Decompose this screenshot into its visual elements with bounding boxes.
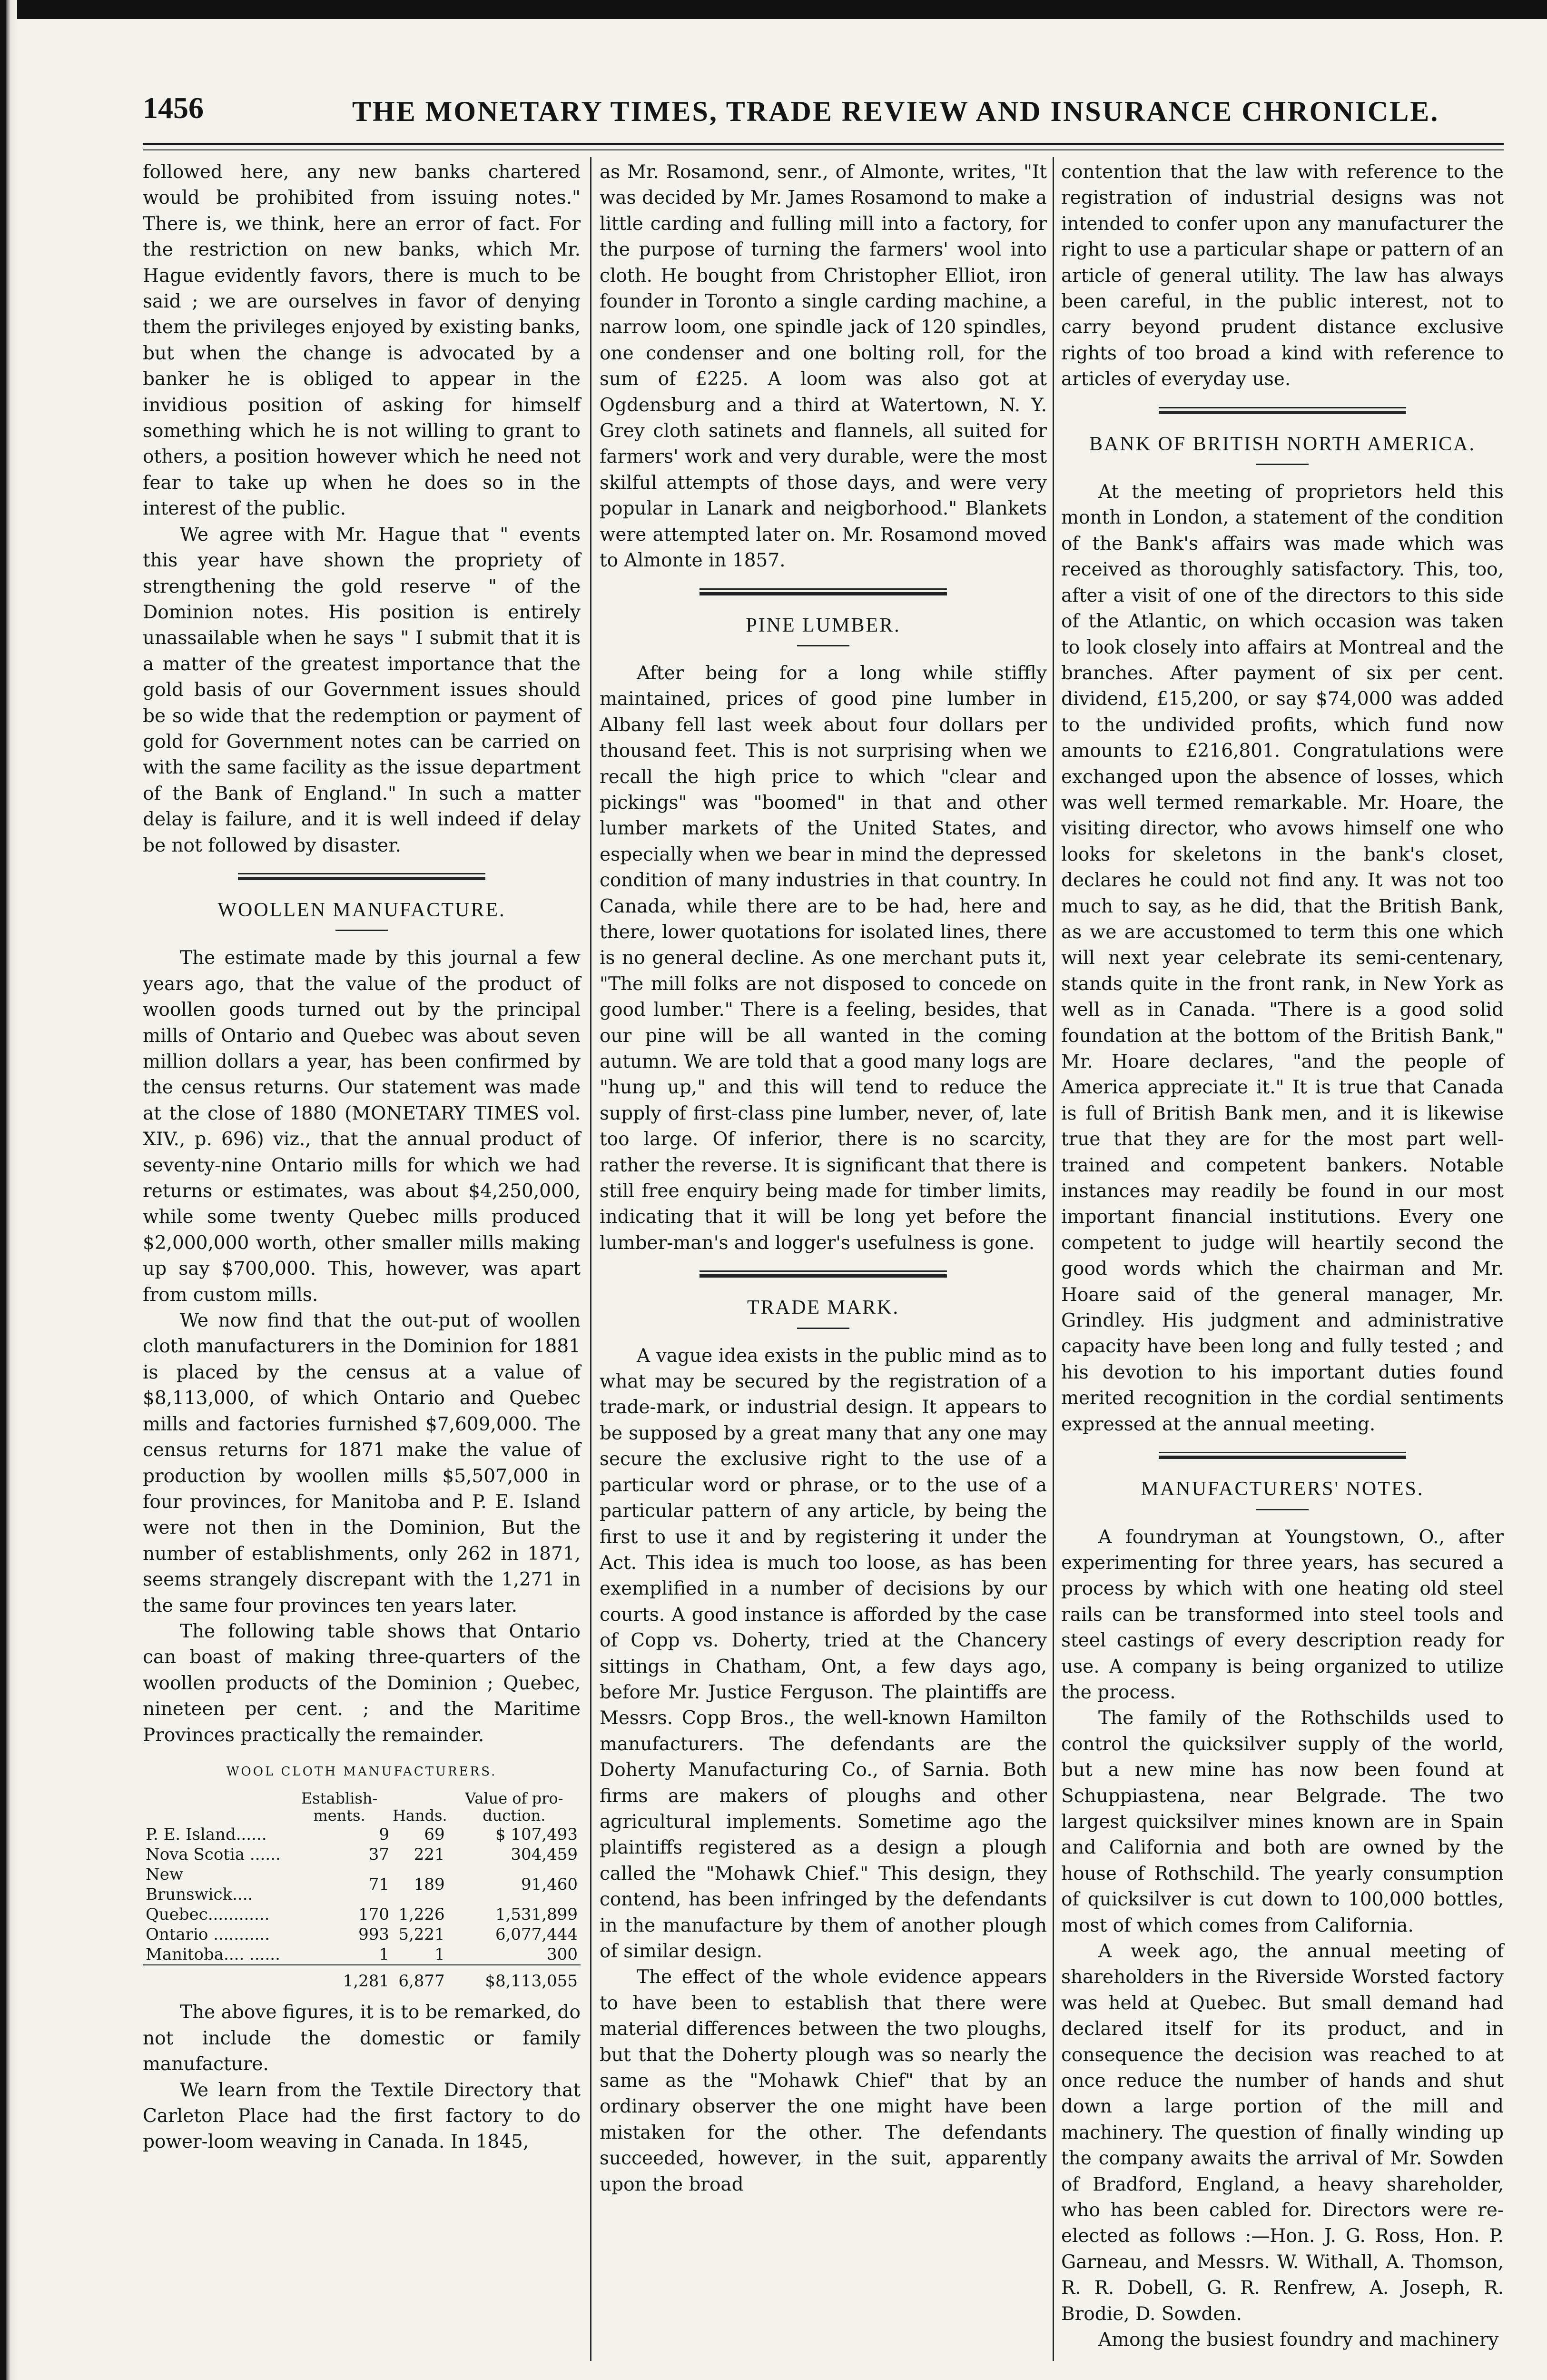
column-2 [600,159,1047,2198]
table-cell: 6,877 [392,1965,448,1991]
section-separator [1159,407,1406,414]
section-separator [700,1270,947,1278]
section-separator [238,873,485,880]
table-cell: 1 [434,1945,445,1964]
table-cell: $ 107,493 [495,1825,578,1844]
article-paragraph: The following table shows that Ontario can boast of making three-quarters of the woollen products of the Dominion ; Quebec, nineteen per cent. ; and the Maritime Provinces practically the remainder. [143,1620,581,1746]
article-paragraph: A vague idea exists in the public mind as to what may be secured by the registration of a trade-mark, or industrial design. It appears to be supposed by a great many that any one may secure the exclusive right to the use of a particular word or phrase, or to the use of a particular pattern of any article, by being the first to use it and by registering it under the Act. This idea is much too loose, as has been exemplified in a number of decisions by our courts. A good instance is afforded by the case of Copp vs. Doherty, tried at the Chancery sittings in Chatham, Ont, a few days ago, before Mr. Justice Ferguson. The plaintiffs are Messrs. Copp Bros., the well-known Hamilton manufacturers. The defendants are the Doherty Manufacturing Co., of Sarnia. Both firms are makers of ploughs and other agricultural implements. Sometime ago the plaintiffs registered as a design a plough called the "Mohawk Chief." This design, they contend, has been infringed by the defendants in the manufacture by them of another plough of similar design. [600,1345,1047,1962]
article-paragraph: A week ago, the annual meeting of shareholders in the Riverside Worsted factory was held at Quebec. But small demand had declared itself for its product, and in consequence the decision was reached to at once reduce the number of hands and shut down a large portion of the mill and machinery. The question of finally winding up the company awaits the arrival of Mr. Sowden of Bradford, England, a heavy shareholder, who has been cabled for. Directors were re-elected as follows :—Hon. J. G. Ross, Hon. P. Garneau, and Messrs. W. Withall, A. Thomson, R. R. Dobell, G. R. Renfrew, A. Joseph, R. Brodie, D. Sowden. [1061,1941,1504,2325]
table-cell: 71 [368,1875,389,1894]
heading-rule [1256,1509,1309,1510]
section-heading-manufacturers: MANUFACTURERS' NOTES. [1141,1478,1424,1500]
column-divider-1 [590,157,591,2361]
table-cell: New Brunswick.... [146,1865,253,1904]
heading-rule [797,1328,849,1329]
article-paragraph: The effect of the whole evidence appears to have been to establish that there were material differences between the two ploughs, but that the Doherty plough was so nearly the same as the "Mohawk Chief" that by an ordinary observer the one might have been mistaken for the other. The defendants succeeded, however, in the suit, apparently upon the broad [600,1966,1047,2195]
table-cell: Ontario ........... [146,1925,270,1944]
article-paragraph: We agree with Mr. Hague that " events this year have shown the propriety of strengthening the gold reserve " of the Dominion notes. His position is entirely unassailable when he says " I submit that it is a matter of the greatest importance that the gold basis of our Government issues should be so wide that the redemption or payment of gold for Government notes can be carried on with the same facility as the issue department of the Bank of England." In such a matter delay is failure, and it is well indeed if delay be not followed by disaster. [143,524,581,856]
masthead-title: THE MONETARY TIMES, TRADE REVIEW AND INSURANCE CHRONICLE. [352,96,1439,127]
table-row [143,1864,581,1904]
table-header-row [143,1789,581,1825]
table-cell: Manitoba.... ...... [146,1945,280,1964]
section-separator [1159,1452,1406,1459]
header-rule-thin [143,149,1504,150]
table-cell: 221 [414,1845,445,1864]
wool-cloth-table [143,1789,581,1991]
table-cell: 993 [358,1925,389,1944]
table-row [143,1825,581,1844]
article-paragraph: The family of the Rothschilds used to control the quicksilver supply of the world, but a new mine has now been found at Schuppiastena, near Belgrade. The two largest quicksilver mines known are in Spain and California and both are owned by the house of Rothschild. The yearly consumption of quicksilver is cut down to 100,000 bottles, most of which comes from California. [1061,1707,1504,1936]
article-paragraph: followed here, any new banks chartered would be prohibited from issuing notes." There is, we think, here an error of fact. For the restriction on new banks, which Mr. Hague evidently favors, there is much to be said ; we are ourselves in favor of denying them the privileges enjoyed by existing banks, but when the change is advocated by a banker he is obliged to appear in the invidious position of asking for himself something which he is not willing to grant to others, a position however which he need not fear to take up when he does so in the interest of the public. [143,161,581,520]
article-paragraph: After being for a long while stiffly maintained, prices of good pine lumber in Albany fell last week about four dollars per thousand feet. This is not surprising when we recall the high price to which "clear and pickings" was "boomed" in that and other lumber markets of the United States, and especially when we bear in mind the depressed condition of many industries in that country. In Canada, while there are to be had, here and there, lower quotations for isolated lines, there is no general decline. As one merchant puts it, "The mill folks are not disposed to concede on good lumber." There is a feeling, besides, that our pine will be all wanted in the coming autumn. We are told that a good many logs are "hung up," and this will tend to reduce the supply of first-class pine lumber, never, of, late too large. Of inferior, there is no scarcity, rather the reverse. It is significant that there is still free enquiry being made for timber limits, indicating that it will be long yet before the lumber-man's and logger's usefulness is gone. [600,662,1047,1254]
table-cell: Nova Scotia ...... [146,1845,281,1864]
article-paragraph: The above figures, it is to be remarked, do not include the domestic or family manufacture. [143,2002,581,2075]
column-3 [1061,159,1504,2353]
table-cell: 6,077,444 [495,1925,578,1944]
table-cell: 189 [414,1875,445,1894]
section-separator [700,588,947,595]
section-heading-trade-mark: TRADE MARK. [747,1297,899,1319]
table-header-cell: Value of pro-duction. [465,1789,563,1825]
column-1 [143,159,581,2155]
table-cell: 1,281 [286,1965,392,1991]
section-heading-bank: BANK OF BRITISH NORTH AMERICA. [1089,433,1476,455]
table-total-row [143,1965,581,1991]
table-header-cell: Establish-ments. [301,1789,378,1825]
table-header-cell [143,1789,286,1825]
article-paragraph: Among the busiest foundry and machinery [1098,2329,1499,2351]
table-cell: 37 [368,1845,389,1864]
section-heading-pine: PINE LUMBER. [746,614,901,636]
table-cell: 1 [379,1945,389,1964]
heading-rule [797,645,849,646]
heading-rule [335,930,388,931]
table-cell: 300 [547,1945,578,1964]
table-cell: P. E. Island...... [146,1825,267,1844]
table-cell: 304,459 [511,1845,578,1864]
section-heading-woollen: WOOLLEN MANUFACTURE. [217,899,506,921]
table-row [143,1904,581,1924]
table-row [143,1844,581,1864]
table-cell [143,1965,286,1991]
article-paragraph: as Mr. Rosamond, senr., of Almonte, writes, "It was decided by Mr. James Rosamond to make a little carding and fulling mill into a factory, for the purpose of turning the farmers' wool into cloth. He bought from Christopher Elliot, iron founder in Toronto a single carding machine, a narrow loom, one spindle jack of 120 spindles, one condenser and one bolting roll, for the sum of £225. A loom was also got at Ogdensburg and a third at Watertown, N. Y. Grey cloth satinets and flannels, all suited for farmers' work and very durable, were the most skilful attempts of those days, and were very popular in Lanark and neigborhood." Blankets were attempted later on. Mr. Rosamond moved to Almonte in 1857. [600,161,1047,572]
article-paragraph: We now find that the out-put of woollen cloth manufacturers in the Dominion for 1881 is placed by the census at a value of $8,113,000, of which Ontario and Quebec mills and factories furnished $7,609,000. The census returns for 1871 make the value of production by woollen mills $5,507,000 in four provinces, for Manitoba and P. E. Island were not then in the Dominion, But the number of establishments, only 262 in 1871, seems strangely discrepant with the 1,271 in the same four provinces ten years later. [143,1310,581,1616]
table-cell: 9 [379,1825,389,1844]
page-number: 1456 [143,91,204,125]
column-divider-2 [1053,157,1054,2361]
page-header [143,90,1523,133]
table-cell: 170 [358,1905,389,1924]
article-paragraph: We learn from the Textile Directory that Carleton Place had the first factory to do power-loom weaving in Canada. In 1845, [143,2079,581,2153]
header-rule-thick [143,143,1504,145]
article-paragraph: At the meeting of proprietors held this month in London, a statement of the condition of the Bank's affairs was made which was received as thoroughly satisfactory. This, too, after a visit of one of the directors to this side of the Atlantic, on which occasion was taken to look closely into affairs at Montreal and the branches. After payment of six per cent. dividend, £15,200, or say $74,000 was added to the undivided profits, which fund now amounts to £216,801. Congratulations were exchanged upon the absence of losses, which was well termed remarkable. Mr. Hoare, the visiting director, who avows himself one who looks for skeletons in the bank's closet, declares he could not find any. It was not too much to say, as he did, that the British Bank, as we are accustomed to term this one which will next year celebrate its semi-centenary, stands quite in the front rank, in New York as well as in Canada. "There is a good solid foundation at the bottom of the British Bank," Mr. Hoare declares, "and the people of America appreciate it." It is true that Canada is full of British Bank men, and it is likewise true that they are for the most part well-trained and competent bankers. Notable instances may readily be found in our most important financial institutions. Every one competent to judge will heartily second the good words which the chairman and Mr. Hoare said of the general manager, Mr. Grindley. His judgment and administrative capacity have been long and fully tested ; and his devotion to his important duties found merited recognition in the cordial sentiments expressed at the annual meeting. [1061,481,1504,1435]
table-row [143,1924,581,1944]
article-paragraph: contention that the law with reference to the registration of industrial designs was not intended to confer upon any manufacturer the right to use a particular shape or pattern of an article of general utility. The law has always been careful, in the public interest, not to carry beyond prudent distance exclusive rights of too broad a kind with reference to articles of everyday use. [1061,161,1504,390]
table-cell: 91,460 [521,1875,578,1894]
table-cell: 5,221 [398,1925,445,1944]
page-binding-edge [0,0,17,2380]
table-cell: 1,531,899 [495,1905,578,1924]
heading-rule [1256,464,1309,465]
table-caption: WOOL CLOTH MANUFACTURERS. [226,1764,497,1779]
article-paragraph: A foundryman at Youngstown, O., after experimenting for three years, has secured a process by which with one heating old steel rails can be transformed into steel tools and steel castings of every description ready for use. A company is being organized to utilize the process. [1061,1526,1504,1703]
table-row [143,1944,581,1965]
table-cell: $8,113,055 [448,1965,581,1991]
page-top-edge [0,0,1547,19]
table-cell: Quebec............ [146,1905,270,1924]
article-paragraph: The estimate made by this journal a few years ago, that the value of the product of woollen goods turned out by the principal mills of Ontario and Quebec was about seven million dollars a year, has been confirmed by the census returns. Our statement was made at the close of 1880 (MONETARY TIMES vol. XIV., p. 696) viz., that the annual product of seventy-nine Ontario mills for which we had returns or estimates, was about $4,250,000, while some twenty Quebec mills produced $2,000,000 worth, other smaller mills making up say $700,000. This, however, was apart from custom mills. [143,947,581,1306]
table-cell: 69 [424,1825,445,1844]
table-header-cell: Hands. [393,1806,447,1825]
table-cell: 1,226 [398,1905,445,1924]
